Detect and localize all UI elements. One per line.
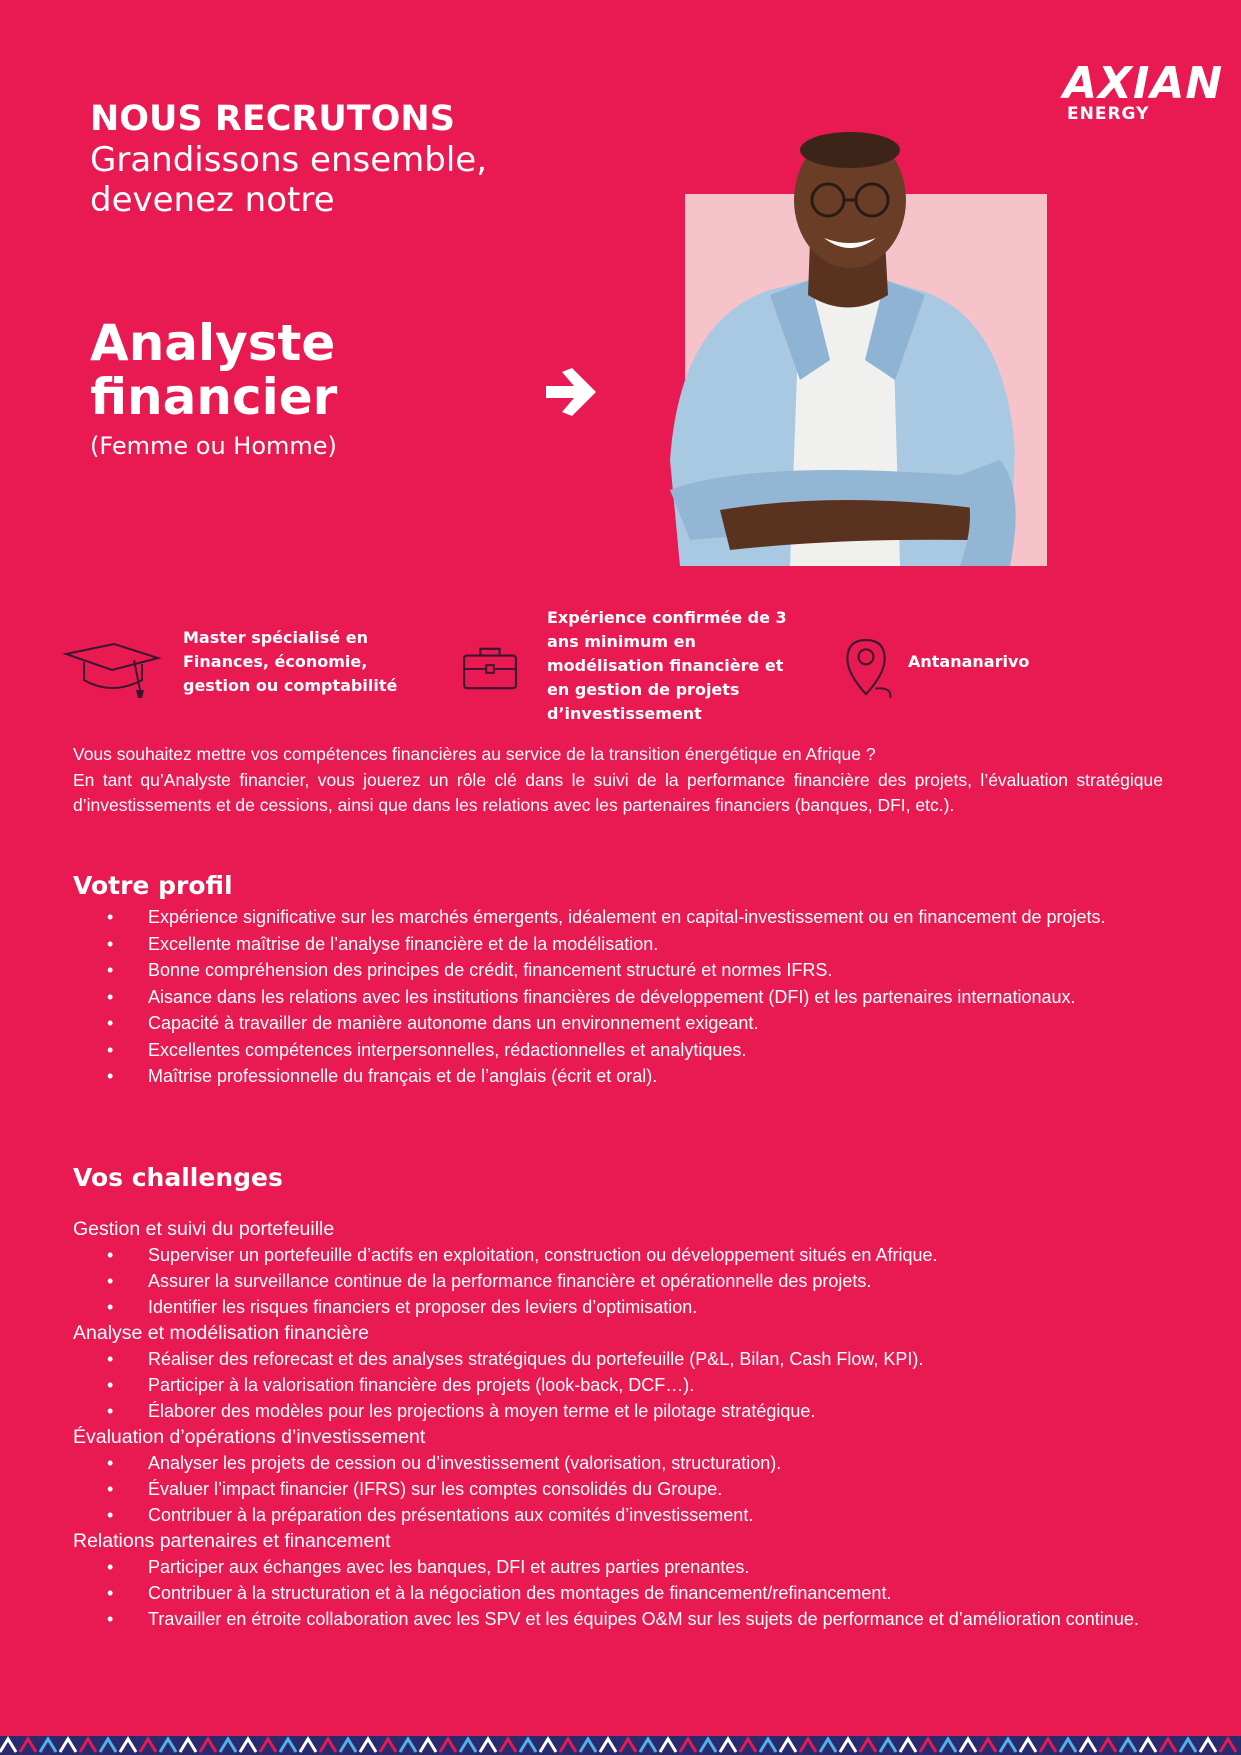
list-item: • Évaluer l’impact financier (IFRS) sur les comptes consolidés du Groupe. bbox=[73, 1476, 1163, 1502]
challenge-group-title: Évaluation d’opérations d’investissement bbox=[73, 1426, 426, 1448]
list-item: • Identifier les risques financiers et proposer des leviers d’optimisation. bbox=[73, 1294, 1163, 1320]
profile-heading: Votre profil bbox=[73, 871, 233, 900]
tagline bbox=[90, 140, 550, 220]
job-title-line-1: Analyste bbox=[90, 314, 336, 372]
list-item: • Participer à la valorisation financière des projets (look-back, DCF…). bbox=[73, 1372, 1163, 1398]
job-title bbox=[90, 316, 337, 424]
list-item: • Contribuer à la structuration et à la négociation des montages de financement/refinancement. bbox=[73, 1580, 1163, 1606]
company-logo bbox=[1063, 58, 1224, 124]
fact-line: d’investissement bbox=[547, 704, 702, 723]
fact-education bbox=[183, 626, 413, 698]
hiring-heading: NOUS RECRUTONS bbox=[90, 99, 455, 139]
fact-line: gestion ou comptabilité bbox=[183, 676, 398, 695]
list-item: • Superviser un portefeuille d’actifs en exploitation, construction ou développement situés en Afrique. bbox=[73, 1242, 1163, 1268]
briefcase-icon bbox=[461, 644, 519, 692]
tagline-line-1: Grandissons ensemble, bbox=[90, 140, 488, 180]
fact-line: modélisation financière et bbox=[547, 656, 784, 675]
candidate-photo bbox=[660, 130, 1030, 566]
list-item: • Excellente maîtrise de l’analyse financière et de la modélisation. bbox=[73, 931, 1163, 958]
fact-line: Master spécialisé en bbox=[183, 628, 368, 647]
fact-line: Antananarivo bbox=[908, 652, 1030, 671]
fact-line: Finances, économie, bbox=[183, 652, 368, 671]
list-item: • Capacité à travailler de manière autonome dans un environnement exigeant. bbox=[73, 1010, 1163, 1037]
intro-paragraph bbox=[73, 742, 1163, 819]
profile-list bbox=[73, 904, 1163, 1090]
location-pin-icon bbox=[838, 636, 894, 702]
list-item: • Assurer la surveillance continue de la performance financière et opérationnelle des projets. bbox=[73, 1268, 1163, 1294]
list-item: • Participer aux échanges avec les banques, DFI et autres parties prenantes. bbox=[73, 1554, 1163, 1580]
list-item: • Réaliser des reforecast et des analyses stratégiques du portefeuille (P&L, Bilan, Cash Flow, KPI). bbox=[73, 1346, 1163, 1372]
tagline-line-2: devenez notre bbox=[90, 180, 335, 220]
list-item: • Bonne compréhension des principes de crédit, financement structuré et normes IFRS. bbox=[73, 957, 1163, 984]
fact-experience bbox=[547, 606, 797, 726]
challenge-list bbox=[73, 1450, 1163, 1528]
intro-line-1: Vous souhaitez mettre vos compétences financières au service de la transition énergétique en Afrique ? bbox=[73, 744, 876, 764]
list-item: • Élaborer des modèles pour les projections à moyen terme et le pilotage stratégique. bbox=[73, 1398, 1163, 1424]
fact-location bbox=[908, 650, 1108, 674]
challenges-section bbox=[73, 1216, 1163, 1632]
challenge-list bbox=[73, 1242, 1163, 1320]
list-item: • Contribuer à la préparation des présentations aux comités d’investissement. bbox=[73, 1502, 1163, 1528]
challenges-heading: Vos challenges bbox=[73, 1163, 283, 1192]
logo-wordmark: AXIAN bbox=[1063, 58, 1224, 109]
fact-line: ans minimum en bbox=[547, 632, 696, 651]
graduation-cap-icon bbox=[62, 640, 162, 700]
challenge-list bbox=[73, 1554, 1163, 1632]
list-item: • Aisance dans les relations avec les institutions financières de développement (DFI) et les partenaires internationaux. bbox=[73, 984, 1163, 1011]
list-item: • Travailler en étroite collaboration avec les SPV et les équipes O&M sur les sujets de performance et d’amélioration continue. bbox=[73, 1606, 1163, 1632]
challenge-list bbox=[73, 1346, 1163, 1424]
list-item: • Expérience significative sur les marchés émergents, idéalement en capital-investissement ou en financement de projets. bbox=[73, 904, 1163, 931]
challenge-group-title: Analyse et modélisation financière bbox=[73, 1322, 369, 1344]
list-item: • Maîtrise professionnelle du français et de l’anglais (écrit et oral). bbox=[73, 1063, 1163, 1090]
logo-division: ENERGY bbox=[1067, 104, 1150, 124]
fact-line: Expérience confirmée de 3 bbox=[547, 608, 787, 627]
list-item: • Excellentes compétences interpersonnelles, rédactionnelles et analytiques. bbox=[73, 1037, 1163, 1064]
challenge-group-title: Gestion et suivi du portefeuille bbox=[73, 1218, 335, 1240]
fact-line: en gestion de projets bbox=[547, 680, 740, 699]
arrow-right-icon bbox=[544, 366, 600, 418]
footer-pattern bbox=[0, 1736, 1241, 1755]
list-item: • Analyser les projets de cession ou d’investissement (valorisation, structuration). bbox=[73, 1450, 1163, 1476]
job-title-line-2: financier bbox=[90, 368, 338, 426]
intro-line-2: En tant qu’Analyste financier, vous jouerez un rôle clé dans le suivi de la performance financière des projets, l’évaluation stratégique d’investissements et de cessions, ainsi que dans les relations avec les partenaires financiers (banques, DFI, etc.). bbox=[73, 769, 1163, 815]
challenge-group-title: Relations partenaires et financement bbox=[73, 1530, 391, 1552]
gender-note: (Femme ou Homme) bbox=[90, 432, 337, 460]
